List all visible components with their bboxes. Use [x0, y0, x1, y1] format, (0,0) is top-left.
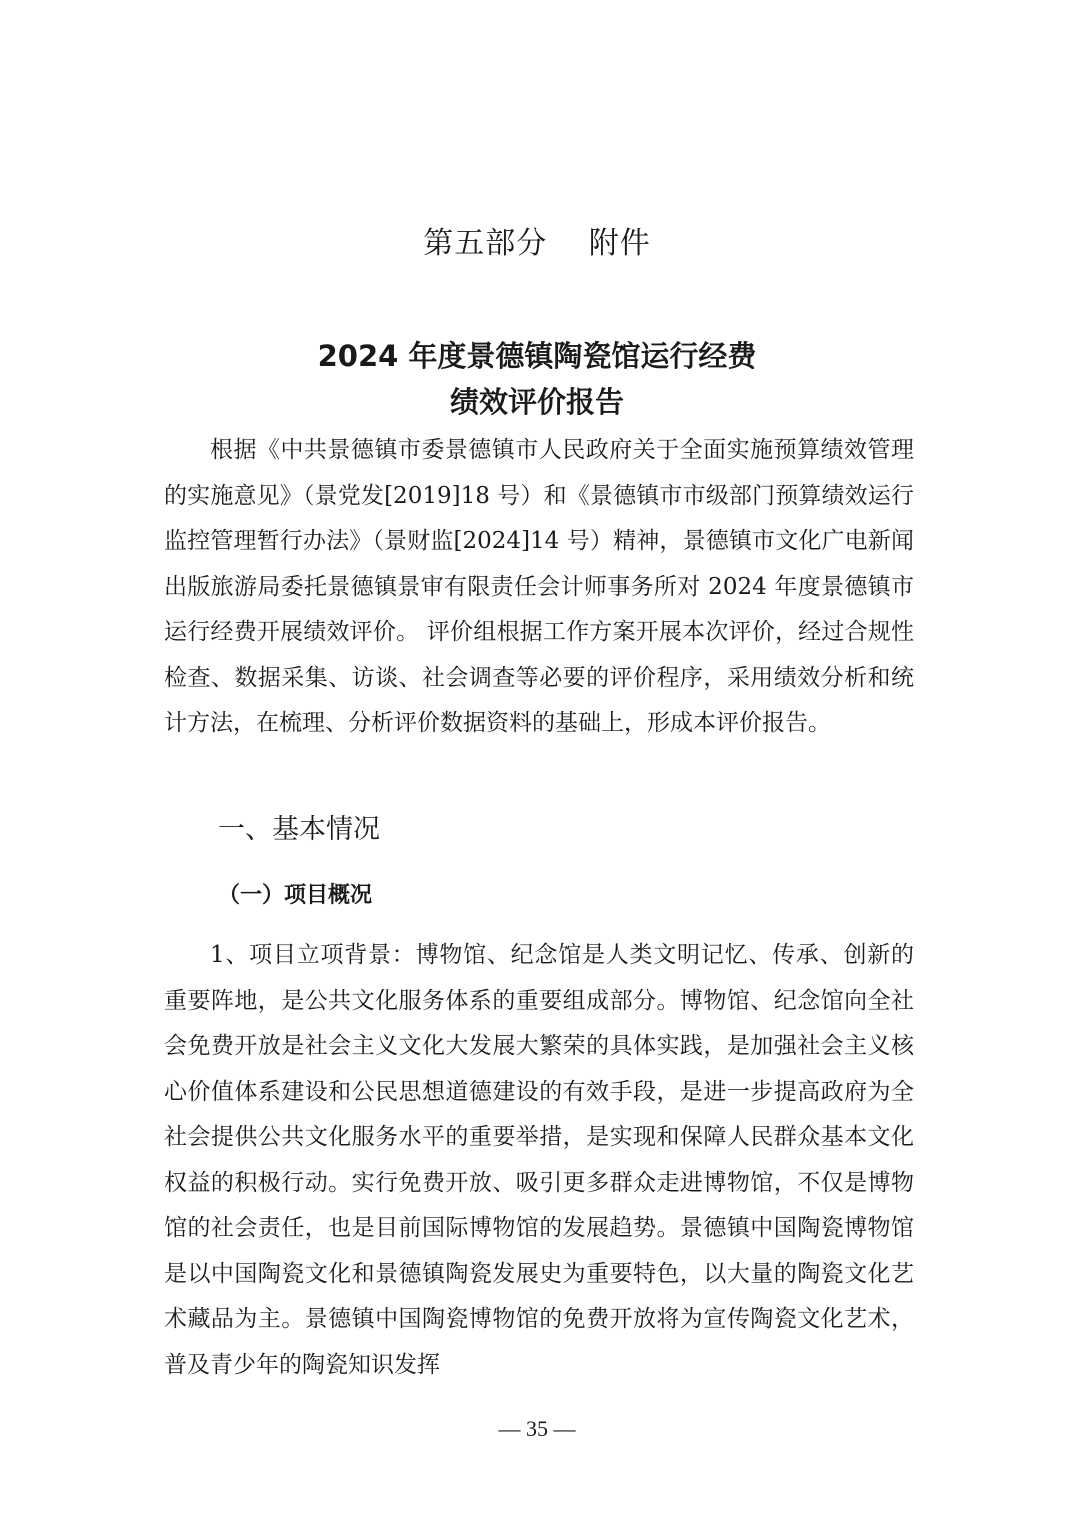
report-title-line-1: 2024 年度景德镇陶瓷馆运行经费 — [317, 339, 757, 373]
report-title-line-2: 绩效评价报告 — [449, 385, 624, 419]
subsection-heading-project-overview: （一）项目概况 — [218, 883, 373, 908]
intro-paragraph: 根据《中共景德镇市委景德镇市人民政府关于全面实施预算绩效管理的实施意见》（景党发[2019]18 号）和《景德镇市市级部门预算绩效运行监控管理暂行办法》（景财监[2024]14 号）精神，景德镇市文化广电新闻出版旅游局委托景德镇景审有限责任会计师事务所对 2024 年度景德镇市运行经费开展绩效评价。 评价组根据工作方案开展本次评价，经过合规性检查、数据采集、访谈、社会调查等必要的评价程序，采用绩效分析和统计方法，在梳理、分析评价数据资料的基础上，形成本评价报告。 — [164, 437, 914, 736]
page-number: — 35 — — [498, 1416, 576, 1441]
report-title — [0, 333, 1074, 425]
part-title: 第五部分 附件 — [423, 226, 651, 261]
section-heading-basic-info: 一、基本情况 — [218, 814, 380, 845]
project-background-paragraph: 1、项目立项背景：博物馆、纪念馆是人类文明记忆、传承、创新的重要阵地，是公共文化服务体系的重要组成部分。博物馆、纪念馆向全社会免费开放是社会主义文化大发展大繁荣的具体实践，是加强社会主义核心价值体系建设和公民思想道德建设的有效手段，是进一步提高政府为全社会提供公共文化服务水平的重要举措，是实现和保障人民群众基本文化权益的积极行动。实行免费开放、吸引更多群众走进博物馆，不仅是博物馆的社会责任，也是目前国际博物馆的发展趋势。景德镇中国陶瓷博物馆是以中国陶瓷文化和景德镇陶瓷发展史为重要特色，以大量的陶瓷文化艺术藏品为主。景德镇中国陶瓷博物馆的免费开放将为宣传陶瓷文化艺术，普及青少年的陶瓷知识发挥 — [164, 942, 914, 1378]
